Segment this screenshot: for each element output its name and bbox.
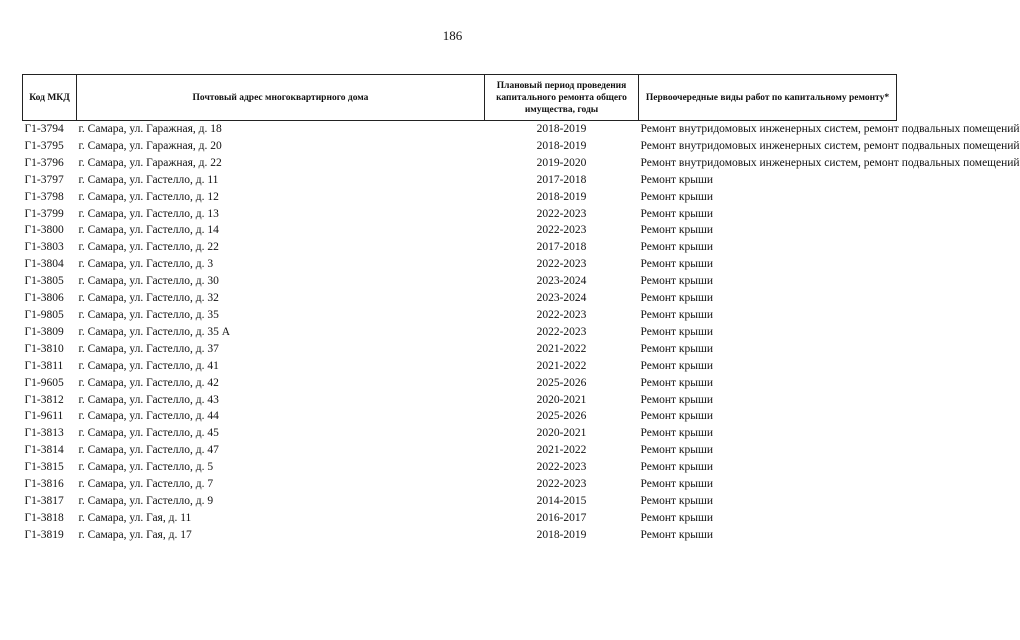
table-row xyxy=(23,189,897,206)
cell-code: Г1-3816 xyxy=(24,478,64,491)
cell-works: Ремонт крыши xyxy=(640,224,714,237)
cell-code: Г1-9605 xyxy=(24,376,64,389)
cell-address: г. Самара, ул. Гастелло, д. 11 xyxy=(78,173,219,186)
cell-works: Ремонт внутридомовых инженерных систем, ремонт подвальных помещений xyxy=(640,139,1020,152)
table-row xyxy=(23,324,897,341)
cell-works: Ремонт крыши xyxy=(640,190,714,203)
cell-period: 2022-2023 xyxy=(536,461,587,474)
cell-works: Ремонт крыши xyxy=(640,308,714,321)
header-works: Первоочередные виды работ по капитальному ремонту* xyxy=(639,75,897,121)
cell-period: 2018-2019 xyxy=(536,139,587,152)
cell-code: Г1-3805 xyxy=(24,275,64,288)
capital-repair-table xyxy=(22,74,1020,544)
cell-address: г. Самара, ул. Гаражная, д. 18 xyxy=(78,123,222,135)
cell-works: Ремонт крыши xyxy=(640,410,714,423)
cell-works: Ремонт крыши xyxy=(640,427,714,440)
cell-code: Г1-3815 xyxy=(24,461,64,474)
cell-code: Г1-3799 xyxy=(24,207,64,220)
cell-works: Ремонт крыши xyxy=(640,325,714,338)
cell-period: 2022-2023 xyxy=(536,325,587,338)
page-number: 186 xyxy=(442,28,463,43)
table-row xyxy=(23,206,897,223)
cell-period: 2021-2022 xyxy=(536,359,587,372)
cell-code: Г1-3800 xyxy=(24,224,64,237)
cell-code: Г1-3812 xyxy=(24,393,64,406)
cell-code: Г1-3795 xyxy=(24,139,64,152)
cell-works: Ремонт крыши xyxy=(640,393,714,406)
cell-works: Ремонт крыши xyxy=(640,292,714,305)
cell-address: г. Самара, ул. Гастелло, д. 7 xyxy=(78,478,214,491)
cell-period: 2017-2018 xyxy=(536,173,587,186)
cell-period: 2021-2022 xyxy=(536,444,587,457)
cell-works: Ремонт крыши xyxy=(640,511,714,524)
cell-works: Ремонт крыши xyxy=(640,342,714,355)
cell-works: Ремонт внутридомовых инженерных систем, ремонт подвальных помещений xyxy=(640,156,1020,169)
table-row xyxy=(23,222,897,239)
cell-address: г. Самара, ул. Гастелло, д. 12 xyxy=(78,190,219,203)
cell-address: г. Самара, ул. Гастелло, д. 37 xyxy=(78,342,219,355)
table-row xyxy=(23,307,897,324)
cell-address: г. Самара, ул. Гая, д. 17 xyxy=(78,528,192,541)
cell-works: Ремонт крыши xyxy=(640,444,714,457)
cell-works: Ремонт крыши xyxy=(640,359,714,372)
cell-code: Г1-3817 xyxy=(24,494,64,507)
table-row xyxy=(23,358,897,375)
table-row xyxy=(23,256,897,273)
cell-period: 2022-2023 xyxy=(536,258,587,271)
cell-address: г. Самара, ул. Гастелло, д. 43 xyxy=(78,393,219,406)
cell-period: 2022-2023 xyxy=(536,308,587,321)
cell-period: 2023-2024 xyxy=(536,275,587,288)
cell-period: 2022-2023 xyxy=(536,478,587,491)
cell-period: 2023-2024 xyxy=(536,292,587,305)
cell-address: г. Самара, ул. Гастелло, д. 9 xyxy=(78,494,214,507)
cell-address: г. Самара, ул. Гастелло, д. 41 xyxy=(78,359,219,372)
cell-code: Г1-3794 xyxy=(24,123,64,135)
table-row xyxy=(23,341,897,358)
cell-address: г. Самара, ул. Гастелло, д. 13 xyxy=(78,207,219,220)
cell-code: Г1-9611 xyxy=(24,410,64,423)
table-row xyxy=(23,155,897,172)
table-row xyxy=(23,510,897,527)
table-row xyxy=(23,425,897,442)
cell-code: Г1-3806 xyxy=(24,292,64,305)
cell-code: Г1-3819 xyxy=(24,528,64,541)
cell-period: 2019-2020 xyxy=(536,156,587,169)
cell-code: Г1-3814 xyxy=(24,444,64,457)
cell-period: 2021-2022 xyxy=(536,342,587,355)
table-header-row xyxy=(23,75,897,121)
table-row xyxy=(23,121,897,138)
table-row xyxy=(23,273,897,290)
table-body xyxy=(23,121,1020,544)
header-code: Код МКД xyxy=(23,75,77,121)
cell-address: г. Самара, ул. Гастелло, д. 42 xyxy=(78,376,219,389)
cell-address: г. Самара, ул. Гая, д. 11 xyxy=(78,511,192,524)
cell-code: Г1-3798 xyxy=(24,190,64,203)
cell-period: 2016-2017 xyxy=(536,511,587,524)
table-row xyxy=(23,172,897,189)
cell-code: Г1-3804 xyxy=(24,258,64,271)
cell-code: Г1-3797 xyxy=(24,173,64,186)
cell-code: Г1-3811 xyxy=(24,359,64,372)
table-row xyxy=(23,239,897,256)
cell-address: г. Самара, ул. Гастелло, д. 22 xyxy=(78,241,219,254)
cell-address: г. Самара, ул. Гастелло, д. 35 А xyxy=(78,325,231,338)
cell-works: Ремонт крыши xyxy=(640,258,714,271)
cell-period: 2018-2019 xyxy=(536,123,587,135)
cell-period: 2018-2019 xyxy=(536,190,587,203)
header-address: Почтовый адрес многоквартирного дома xyxy=(77,75,485,121)
table-row xyxy=(23,459,897,476)
cell-code: Г1-3818 xyxy=(24,511,64,524)
cell-works: Ремонт крыши xyxy=(640,376,714,389)
cell-period: 2022-2023 xyxy=(536,207,587,220)
cell-code: Г1-3803 xyxy=(24,241,64,254)
cell-period: 2025-2026 xyxy=(536,376,587,389)
table-row xyxy=(23,493,897,510)
cell-works: Ремонт крыши xyxy=(640,275,714,288)
cell-code: Г1-3810 xyxy=(24,342,64,355)
table-row xyxy=(23,392,897,409)
cell-address: г. Самара, ул. Гастелло, д. 14 xyxy=(78,224,219,237)
cell-address: г. Самара, ул. Гастелло, д. 45 xyxy=(78,427,219,440)
cell-address: г. Самара, ул. Гаражная, д. 20 xyxy=(78,139,222,152)
cell-period: 2014-2015 xyxy=(536,494,587,507)
table-row xyxy=(23,476,897,493)
cell-works: Ремонт крыши xyxy=(640,207,714,220)
cell-address: г. Самара, ул. Гастелло, д. 35 xyxy=(78,308,219,321)
cell-works: Ремонт крыши xyxy=(640,461,714,474)
cell-period: 2018-2019 xyxy=(536,528,587,541)
cell-period: 2020-2021 xyxy=(536,393,587,406)
cell-period: 2025-2026 xyxy=(536,410,587,423)
cell-code: Г1-3813 xyxy=(24,427,64,440)
cell-works: Ремонт крыши xyxy=(640,478,714,491)
cell-period: 2020-2021 xyxy=(536,427,587,440)
header-period: Плановый период проведения капитального ремонта общего имущества, годы xyxy=(485,75,639,121)
cell-address: г. Самара, ул. Гастелло, д. 5 xyxy=(78,461,214,474)
cell-address: г. Самара, ул. Гастелло, д. 47 xyxy=(78,444,219,457)
cell-address: г. Самара, ул. Гаражная, д. 22 xyxy=(78,156,222,169)
cell-works: Ремонт крыши xyxy=(640,494,714,507)
cell-address: г. Самара, ул. Гастелло, д. 32 xyxy=(78,292,219,305)
table-row xyxy=(23,527,897,544)
table-row xyxy=(23,408,897,425)
cell-period: 2017-2018 xyxy=(536,241,587,254)
cell-address: г. Самара, ул. Гастелло, д. 3 xyxy=(78,258,214,271)
cell-works: Ремонт крыши xyxy=(640,528,714,541)
cell-works: Ремонт крыши xyxy=(640,241,714,254)
cell-code: Г1-9805 xyxy=(24,308,64,321)
cell-works: Ремонт внутридомовых инженерных систем, ремонт подвальных помещений xyxy=(640,123,1020,135)
cell-works: Ремонт крыши xyxy=(640,173,714,186)
cell-code: Г1-3796 xyxy=(24,156,64,169)
table-row xyxy=(23,375,897,392)
cell-address: г. Самара, ул. Гастелло, д. 30 xyxy=(78,275,219,288)
cell-address: г. Самара, ул. Гастелло, д. 44 xyxy=(78,410,219,423)
table-row xyxy=(23,138,897,155)
cell-period: 2022-2023 xyxy=(536,224,587,237)
table-row xyxy=(23,290,897,307)
cell-code: Г1-3809 xyxy=(24,325,64,338)
table-row xyxy=(23,442,897,459)
